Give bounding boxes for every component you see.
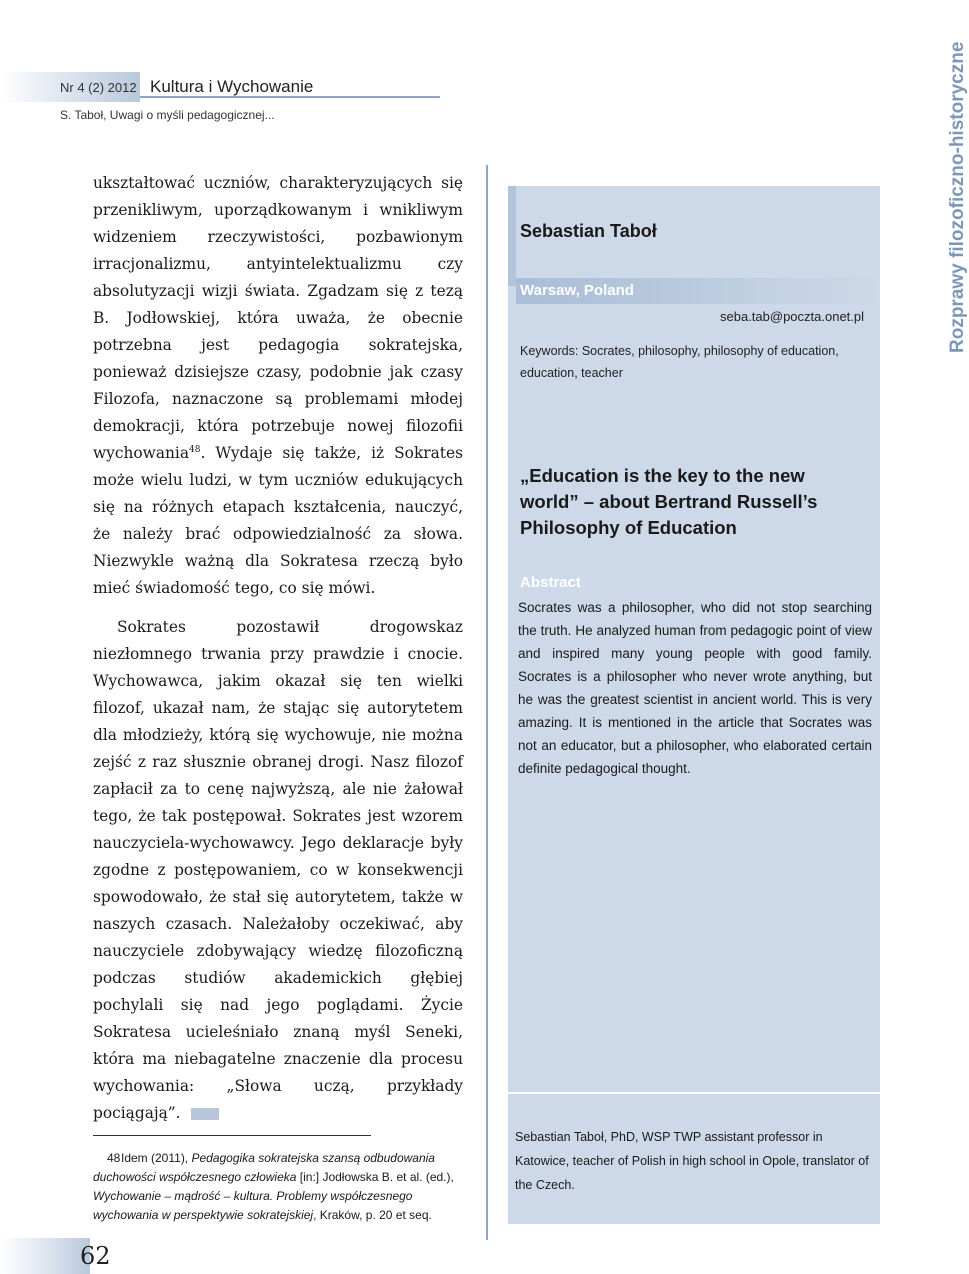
body-text [93, 170, 463, 1127]
running-title: S. Taboł, Uwagi o myśli pedagogicznej... [60, 108, 275, 122]
footnote-mid: [in:] Jodłowska B. et al. (ed.), [296, 1170, 454, 1184]
footnote-title-2: Wychowanie – mądrość – kultura. Problemy współczesnego wychowania w perspektywie sokratejskiej [93, 1189, 413, 1222]
footnote-tail: , Kraków, p. 20 et seq. [313, 1208, 432, 1222]
abstract-text: Socrates was a philosopher, who did not stop searching the truth. He analyzed human from pedagogic point of view and inspired many young people with good family. Socrates is a philosopher who never wrote anything, but he was the greatest scientist in ancient world. This is very amazing. It is mentioned in the article that Socrates was not an educator, but a philosopher, who elaborated certain definite pedagogical thought. [518, 600, 872, 776]
end-of-article-mark [191, 1108, 219, 1120]
footnote-reference[interactable]: 48 [189, 444, 201, 455]
footnote-number: 48 [107, 1151, 121, 1165]
author-name: Sebastian Taboł [520, 221, 657, 241]
panel-accent-tab [508, 186, 516, 286]
section-side-label: Rozprawy filozoficzno-historyczne [947, 41, 968, 353]
body-paragraph-1 [93, 170, 463, 602]
issue-number: Nr 4 (2) 2012 [60, 80, 137, 95]
body-paragraph-1-part-a: ukształtować uczniów, charakteryzujących się przenikliwym, uporządkowanym i wnikliwym widzeniem rzeczywistości, pozbawionym irracjonalizmu, antyintelektualizmu czy absolutyzacji wizji świata. Zgadzam się z tezą B. Jodłowskiej, która uważa, że obecnie potrzebna jest pedagogia sokratejska, ponieważ dzisiejsze czasy, podobnie jak czasy Filozofa, naznaczone są problemami młodej demokracji, która potrzebuje nowej filozofii wychowania [93, 174, 463, 462]
footnote-rule [93, 1135, 371, 1136]
footnote-title-1: Pedagogika sokratejska szansą odbudowania duchowości współczesnego człowieka [93, 1151, 435, 1184]
footnote [93, 1149, 478, 1225]
abstract-heading: Abstract [520, 574, 581, 591]
column-divider [486, 165, 488, 1240]
author-location: Warsaw, Poland [520, 282, 634, 299]
keywords: Keywords: Socrates, philosophy, philosophy of education, education, teacher [520, 344, 839, 380]
body-paragraph-2-text: Sokrates pozostawił drogowskaz niezłomnego trwania przy prawdzie i cnocie. Wychowawca, jakim okazał się ten wielki filozof, ukazał nam, że stając się autorytetem dla młodzieży, którą się wychowuje, nie można zejść z raz słusznie obranej drogi. Nasz filozof zapłacił za to cenę najwyższą, ale nie żałował tego, że tak postępował. Sokrates jest wzorem nauczyciela-wychowawcy. Jego deklaracje były zgodne z postępowaniem, co w konsekwencji spowodowało, że stał się autorytetem, także w naszych czasach. Należałoby oczekiwać, aby nauczyciele zdobywający wiedzę filozoficzną podczas studiów akademickich głębiej pochylali się nad jego poglądami. Życie Sokratesa ucieleśniało znaną myśl Seneki, która ma niebagatelne znaczenie dla procesu wychowania: „Słowa uczą, przykłady pociągają”. [93, 618, 463, 1122]
body-paragraph-1-part-b: . Wydaje się także, iż Sokrates może wielu ludzi, w tym uczniów edukujących się na różnych etapach kształcenia, nauczyć, że należy brać odpowiedzialność za słowa. Niezwykle ważną dla Sokratesa rzeczą było mieć świadomość tego, co się mówi. [93, 444, 463, 597]
footnote-lead: Idem (2011), [121, 1151, 192, 1165]
author-bio: Sebastian Taboł, PhD, WSP TWP assistant professor in Katowice, teacher of Polish in high school in Opole, translator of the Czech. [515, 1130, 869, 1192]
article-title: „Education is the key to the new world” – about Bertrand Russell’s Philosophy of Education [520, 465, 818, 538]
journal-title: Kultura i Wychowanie [150, 77, 314, 96]
body-paragraph-2 [93, 614, 463, 1127]
page-number-band [0, 1238, 90, 1274]
page-number: 62 [80, 1242, 111, 1270]
author-email[interactable]: seba.tab@poczta.onet.pl [720, 309, 865, 324]
